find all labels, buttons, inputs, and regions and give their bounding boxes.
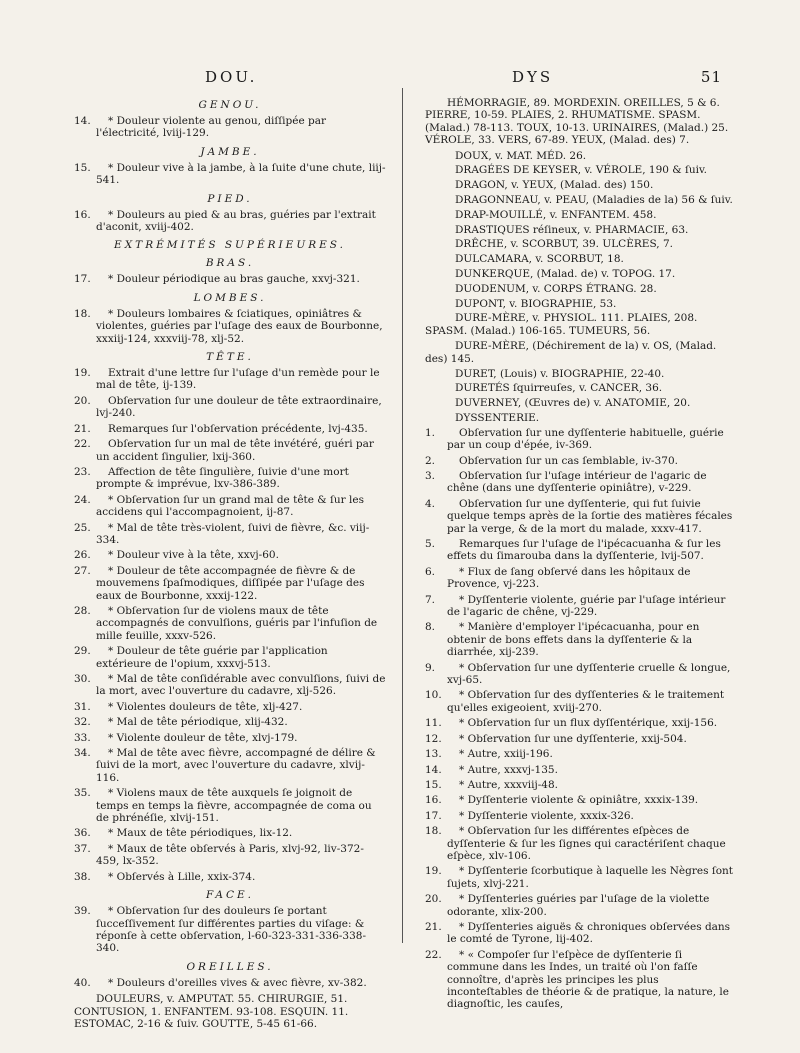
cross-reference: DURE-MÈRE, (Déchirement de la) v. OS, (Malad. des) 145. bbox=[425, 339, 717, 365]
entry-number: 31. bbox=[74, 700, 91, 713]
entry-number: 24. bbox=[74, 493, 91, 506]
entry-text: * « Compoſer ſur l'eſpèce de dyſſenterie ſi commune dans les Indes, un traité où l'on faſſe connoître, d'après les principes les plus inconteſtables de théorie & de pratique, la nature, le diagnoſtic, les cauſes, bbox=[447, 948, 729, 1011]
index-entry bbox=[425, 470, 735, 495]
entry-text: Obſervation ſur une dyſſenterie habituelle, guérie par un coup d'épée, iv-369. bbox=[447, 426, 724, 452]
entry-text: Extrait d'une lettre ſur l'uſage d'un remède pour le mal de tête, ij-139. bbox=[96, 367, 380, 392]
left-column bbox=[74, 93, 386, 1033]
entry-text: * Obſervation ſur des douleurs ſe portant ſucceſſivement ſur différentes parties du viſage: & réponſe à cette obſervation, l-60-323-331-336-338-340. bbox=[96, 905, 367, 955]
cross-reference-paragraph: HÉMORRAGIE, 89. MORDEXIN. OREILLES, 5 & 6. PIERRE, 10-59. PLAIES, 2. RHUMATISME. SPASM. (Malad.) 78-113. TOUX, 10-13. URINAIRES, (Malad.) 25. VÉROLE, 33. VERS, 67-89. YEUX, (Malad. des) 7. bbox=[425, 97, 729, 147]
entry-text: * Mal de tête très-violent, ſuivi de fièvre, &c. viij-334. bbox=[96, 521, 370, 546]
entry-number: 7. bbox=[425, 593, 436, 606]
cross-reference: DURE-MÈRE, v. PHYSIOL. 111. PLAIES, 208. SPASM. (Malad.) 106-165. TUMEURS, 56. bbox=[425, 312, 698, 338]
entry-number: 39. bbox=[74, 905, 91, 918]
running-header-right: DYS bbox=[512, 68, 554, 86]
entry-text: * Violentes douleurs de tête, xlj-427. bbox=[108, 700, 303, 713]
entry-number: 23. bbox=[74, 465, 91, 478]
cross-reference: DOUX, v. MAT. MÉD. 26. bbox=[455, 149, 587, 162]
cross-reference: DYSSENTERIE. bbox=[455, 411, 540, 424]
entry-text: * Obſervation ſur un grand mal de tête & ſur les accidens qui l'accompagnoient, ij-87. bbox=[96, 493, 364, 519]
entry-text: * Mal de tête périodique, xlij-432. bbox=[108, 716, 288, 729]
entry-text: * Douleurs d'oreilles vives & avec fièvre, xv-382. bbox=[108, 976, 367, 989]
index-entry bbox=[425, 733, 735, 745]
index-entry bbox=[74, 732, 386, 744]
section-heading: OREILLES. bbox=[186, 960, 274, 973]
section-heading: BRAS. bbox=[205, 257, 255, 270]
section-heading: LOMBES. bbox=[193, 291, 267, 304]
index-entry bbox=[74, 843, 386, 868]
index-entry bbox=[74, 273, 386, 285]
entry-text: * Obſervés à Lille, xxix-374. bbox=[108, 870, 256, 883]
index-entry bbox=[425, 498, 735, 535]
entry-text: * Flux de ſang obſervé dans les hôpitaux de Provence, vj-223. bbox=[447, 565, 691, 591]
index-entry bbox=[74, 605, 386, 642]
cross-reference: DULCAMARA, v. SCORBUT, 18. bbox=[455, 253, 624, 266]
index-entry bbox=[425, 662, 735, 687]
entry-text: * Autre, xxiij-196. bbox=[459, 748, 553, 761]
entry-number: 34. bbox=[74, 747, 91, 760]
entry-number: 22. bbox=[425, 948, 442, 961]
cross-reference: DURETÉS ſquirreuſes, v. CANCER, 36. bbox=[455, 382, 663, 395]
entry-text: * Douleur de tête accompagnée de fièvre & de mouvemens ſpaſmodiques, diſſipée par l'uſage des eaux de Bourbonne, xxxij-122. bbox=[96, 564, 365, 602]
cross-reference: DUVERNEY, (Œuvres de) v. ANATOMIE, 20. bbox=[455, 397, 691, 410]
index-entry bbox=[425, 779, 735, 791]
index-entry bbox=[74, 701, 386, 713]
entry-text: * Autre, xxxvj-135. bbox=[459, 763, 558, 776]
entry-text: * Maux de tête obſervés à Paris, xlvj-92, liv-372-459, lx-352. bbox=[96, 842, 364, 868]
index-entry bbox=[425, 949, 735, 1011]
cross-reference: DRAP-MOUILLÉ, v. ENFANTEM. 458. bbox=[455, 208, 657, 221]
index-entry bbox=[425, 810, 735, 822]
index-entry bbox=[425, 538, 735, 563]
entry-text: * Dyſſenteries guéries par l'uſage de la violette odorante, xlix-200. bbox=[447, 893, 710, 918]
index-entry bbox=[74, 673, 386, 698]
entry-text: * Douleurs lombaires & ſciatiques, opiniâtres & violentes, guéries par l'uſage des eaux de Bourbonne, xxxiij-124, xxxviij-78, xlj-52. bbox=[96, 307, 383, 345]
entry-text: Affection de tête ſingulière, ſuivie d'une mort prompte & imprévue, lxv-386-389. bbox=[96, 465, 349, 491]
entry-number: 14. bbox=[74, 115, 91, 127]
entry-number: 22. bbox=[74, 438, 91, 451]
index-entry bbox=[74, 716, 386, 728]
index-entry bbox=[74, 565, 386, 602]
index-entry bbox=[425, 865, 735, 890]
entry-text: Obſervation ſur l'uſage intérieur de l'agaric de chêne (dans une dyſſenterie opiniâtre), v-229. bbox=[447, 469, 707, 495]
entry-number: 15. bbox=[74, 161, 91, 174]
entry-number: 17. bbox=[74, 273, 91, 286]
section-heading: JAMBE. bbox=[200, 145, 260, 158]
entry-text: * Obſervation ſur des dyſſenteries & le traitement qu'elles exigeoient, xviij-270. bbox=[447, 689, 725, 714]
entry-text: * Maux de tête périodiques, lix-12. bbox=[108, 827, 293, 840]
entry-number: 35. bbox=[74, 787, 91, 800]
index-entry bbox=[425, 921, 735, 946]
index-entry bbox=[74, 787, 386, 824]
entry-text: * Douleur vive à la tête, xxvj-60. bbox=[108, 549, 279, 562]
section-heading: FACE. bbox=[206, 889, 254, 902]
section-heading: PIED. bbox=[207, 192, 253, 205]
cross-reference: DRÊCHE, v. SCORBUT, 39. ULCÈRES, 7. bbox=[455, 238, 673, 251]
index-entry bbox=[425, 621, 735, 658]
entry-number: 11. bbox=[425, 717, 442, 730]
cross-reference: DUODENUM, v. CORPS ÉTRANG. 28. bbox=[455, 282, 657, 295]
index-entry bbox=[74, 549, 386, 561]
index-entry bbox=[74, 645, 386, 670]
index-entry bbox=[74, 827, 386, 839]
entry-text: * Obſervation ſur de violens maux de tête accompagnés de convulſions, guéris par l'infuſion de mille feuille, xxxv-526. bbox=[96, 604, 378, 642]
cross-reference: DUPONT, v. BIOGRAPHIE, 53. bbox=[455, 297, 617, 310]
index-entry bbox=[74, 308, 386, 345]
entry-number: 15. bbox=[425, 778, 442, 791]
entry-number: 33. bbox=[74, 731, 91, 744]
entry-text: * Douleurs au pied & au bras, guéries par l'extrait d'aconit, xviij-402. bbox=[96, 208, 376, 234]
entry-number: 12. bbox=[425, 732, 442, 745]
index-entry bbox=[425, 893, 735, 918]
entry-number: 20. bbox=[425, 893, 442, 906]
entry-number: 38. bbox=[74, 870, 91, 883]
entry-text: * Mal de tête conſidérable avec convulſions, ſuivi de la mort, avec l'ouverture du cadavre, xlj-526. bbox=[96, 673, 386, 698]
index-entry bbox=[425, 594, 735, 619]
index-entry bbox=[425, 748, 735, 760]
entry-text: * Dyſſenterie ſcorbutique à laquelle les Nègres ſont ſujets, xlvj-221. bbox=[447, 865, 734, 890]
entry-text: Remarques ſur l'uſage de l'ipécacuanha & ſur les effets du ſimarouba dans la dyſſenterie, lvij-507. bbox=[447, 538, 721, 563]
entry-text: * Dyſſenteries aiguës & chroniques obſervées dans le comté de Tyrone, lij-402. bbox=[447, 920, 731, 946]
entry-text: * Douleur violente au genou, diſſipée par l'électricité, lviij-129. bbox=[96, 115, 327, 140]
cross-reference-paragraph: DOULEURS, v. AMPUTAT. 55. CHIRURGIE, 51. CONTUSION, 1. ENFANTEM. 93-108. ESQUIN. 11. ESTOMAC, 2-16 & ſuiv. GOUTTE, 5-45 61-66. bbox=[74, 993, 349, 1030]
entry-number: 1. bbox=[425, 426, 436, 439]
cross-reference: DURET, (Louis) v. BIOGRAPHIE, 22-40. bbox=[455, 367, 665, 380]
entry-number: 30. bbox=[74, 673, 91, 685]
entry-text: * Douleur vive à la jambe, à la ſuite d'une chute, liij-541. bbox=[96, 161, 386, 187]
index-entry bbox=[425, 689, 735, 714]
entry-text: Obſervation ſur une douleur de tête extraordinaire, lvj-240. bbox=[96, 394, 382, 420]
entry-number: 21. bbox=[74, 422, 91, 435]
entry-text: * Mal de tête avec fièvre, accompagné de délire & ſuivi de la mort, avec l'ouverture du cadavre, xlvij-116. bbox=[96, 747, 376, 784]
entry-number: 18. bbox=[425, 825, 442, 838]
index-entry bbox=[74, 522, 386, 547]
entry-number: 36. bbox=[74, 827, 91, 840]
entry-number: 40. bbox=[74, 976, 91, 989]
index-entry bbox=[74, 871, 386, 883]
index-entry bbox=[74, 423, 386, 435]
entry-number: 29. bbox=[74, 645, 91, 658]
entry-text: * Dyſſenterie violente, guérie par l'uſage intérieur de l'agaric de chêne, vj-229. bbox=[447, 593, 726, 619]
entry-number: 4. bbox=[425, 497, 436, 510]
right-column bbox=[425, 93, 735, 1014]
index-entry bbox=[74, 977, 386, 989]
section-heading: TÊTE. bbox=[206, 351, 254, 364]
index-entry bbox=[425, 764, 735, 776]
entry-text: Obſervation ſur une dyſſenterie, qui fut ſuivie quelque temps après de la ſortie des matières fécales par la verge, & de la mort du malade, xxxv-417. bbox=[447, 497, 733, 535]
index-entry bbox=[74, 395, 386, 420]
entry-text: Obſervation ſur un mal de tête invétéré, guéri par un accident ſingulier, lxij-360. bbox=[96, 438, 374, 463]
entry-text: * Douleur périodique au bras gauche, xxvj-321. bbox=[108, 273, 360, 286]
index-entry bbox=[74, 494, 386, 519]
entry-number: 19. bbox=[425, 865, 442, 878]
entry-number: 18. bbox=[74, 307, 91, 320]
entry-number: 21. bbox=[425, 920, 442, 933]
entry-number: 27. bbox=[74, 564, 91, 577]
entry-number: 8. bbox=[425, 621, 436, 634]
entry-number: 16. bbox=[425, 794, 442, 807]
entry-text: * Obſervation ſur les différentes eſpèces de dyſſenterie & ſur les ſignes qui caractériſent chaque eſpèce, xlv-106. bbox=[447, 825, 726, 862]
entry-number: 25. bbox=[74, 521, 91, 534]
index-entry bbox=[74, 747, 386, 784]
entry-text: * Manière d'employer l'ipécacuanha, pour en obtenir de bons effets dans la dyſſenterie & la diarrhée, xij-239. bbox=[447, 621, 700, 659]
index-entry bbox=[74, 905, 386, 955]
index-entry bbox=[74, 209, 386, 234]
running-header-left: DOU. bbox=[205, 68, 258, 86]
index-entry bbox=[425, 427, 735, 452]
entry-text: * Violente douleur de tête, xlvj-179. bbox=[108, 731, 298, 744]
entry-text: * Obſervation ſur une dyſſenterie cruelle & longue, xvj-65. bbox=[447, 661, 731, 687]
cross-reference: DRASTIQUES réſineux, v. PHARMACIE, 63. bbox=[455, 223, 689, 236]
column-divider bbox=[402, 88, 403, 943]
entry-text: Obſervation ſur un cas ſemblable, iv-370. bbox=[459, 454, 678, 467]
section-heading: EXTRÉMITÉS SUPÉRIEURES. bbox=[114, 239, 346, 252]
index-entry bbox=[74, 115, 386, 140]
cross-reference: DUNKERQUE, (Malad. de) v. TOPOG. 17. bbox=[455, 268, 676, 280]
section-heading: GENOU. bbox=[198, 99, 262, 111]
entry-text: * Douleur de tête guérie par l'application extérieure de l'opium, xxxvj-513. bbox=[96, 645, 328, 670]
entry-number: 13. bbox=[425, 748, 442, 761]
entry-text: * Violens maux de tête auxquels ſe joignoit de temps en temps la fièvre, accompagnée de coma ou de phrénéſie, xlvij-151. bbox=[96, 787, 372, 825]
entry-number: 2. bbox=[425, 454, 436, 467]
index-entry bbox=[74, 162, 386, 187]
index-entry bbox=[425, 717, 735, 729]
index-entry bbox=[425, 455, 735, 467]
entry-text: * Obſervation ſur une dyſſenterie, xxij-504. bbox=[459, 732, 687, 745]
entry-number: 6. bbox=[425, 565, 436, 578]
entry-number: 5. bbox=[425, 538, 436, 551]
index-entry bbox=[74, 466, 386, 491]
entry-number: 9. bbox=[425, 661, 436, 674]
entry-number: 14. bbox=[425, 763, 442, 776]
entry-number: 17. bbox=[425, 809, 442, 822]
entry-number: 3. bbox=[425, 469, 436, 482]
entry-text: * Dyſſenterie violente & opiniâtre, xxxix-139. bbox=[459, 794, 699, 807]
entry-text: Remarques ſur l'obſervation précédente, lvj-435. bbox=[108, 422, 368, 435]
entry-number: 28. bbox=[74, 604, 91, 617]
entry-number: 32. bbox=[74, 716, 91, 729]
entry-number: 37. bbox=[74, 842, 91, 855]
entry-text: * Autre, xxxviij-48. bbox=[459, 778, 558, 791]
index-entry bbox=[425, 566, 735, 591]
entry-number: 20. bbox=[74, 394, 91, 407]
index-entry bbox=[425, 794, 735, 806]
entry-number: 16. bbox=[74, 208, 91, 221]
index-entry bbox=[425, 825, 735, 862]
page-number: 51 bbox=[700, 68, 722, 86]
index-entry bbox=[74, 438, 386, 463]
cross-reference: DRAGON, v. YEUX, (Malad. des) 150. bbox=[455, 179, 654, 192]
entry-number: 10. bbox=[425, 689, 442, 702]
entry-text: * Obſervation ſur un flux dyſſentérique, xxij-156. bbox=[459, 717, 718, 730]
cross-reference: DRAGONNEAU, v. PEAU, (Maladies de la) 56 & ſuiv. bbox=[455, 194, 733, 207]
entry-text: * Dyſſenterie violente, xxxix-326. bbox=[459, 809, 634, 822]
index-entry bbox=[74, 367, 386, 392]
entry-number: 26. bbox=[74, 549, 91, 562]
entry-number: 19. bbox=[74, 367, 91, 380]
cross-reference: DRAGÉES DE KEYSER, v. VÉROLE, 190 & ſuiv. bbox=[455, 164, 707, 177]
